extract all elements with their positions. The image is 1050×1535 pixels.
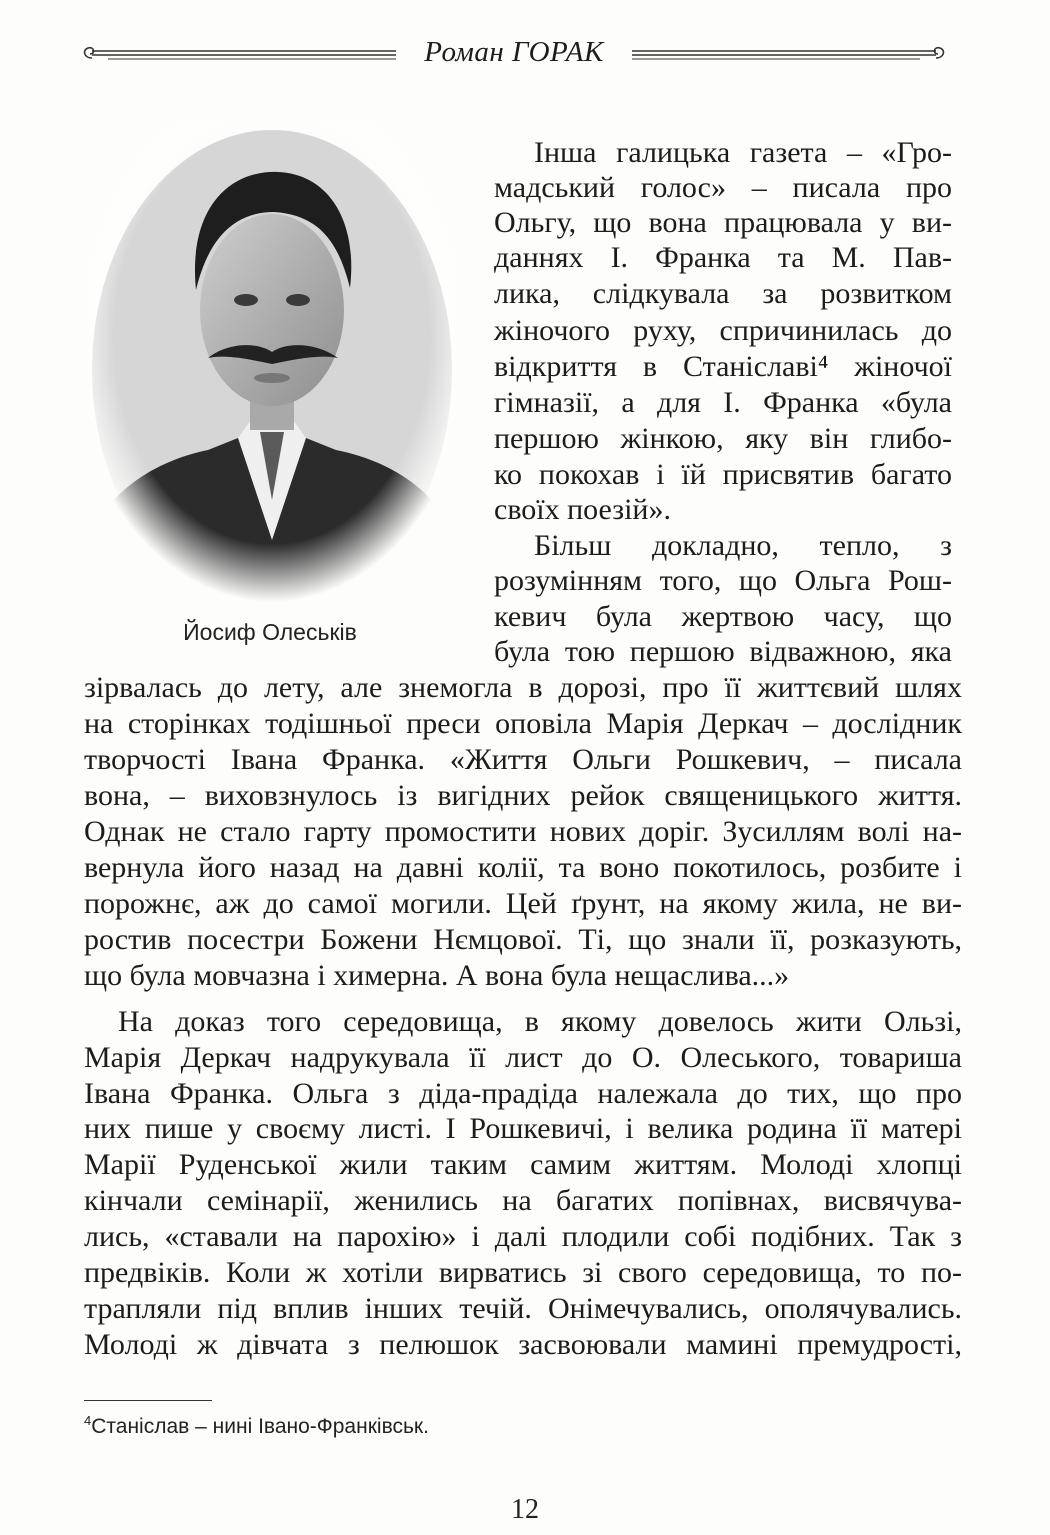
text-line: порожнє, аж до самої могили. Цей ґрунт, на якому жила, не ви- [84,887,962,920]
text-line: Ольгу, що вона працювала у ви- [494,206,952,239]
text-line: Однак не стало гарту промостити нових доріг. Зусиллям волі на- [84,815,962,848]
text-line: ко покохав і їй присвятив багато [494,458,952,491]
text-line: Молоді ж дівчата з пелюшок засвоювали мамині премудрості, [84,1328,962,1361]
text-line: трапляли під вплив інших течій. Онімечувались, ополячувались. [84,1292,962,1325]
header-title: Роман ГОРАК [424,36,604,68]
page-number: 12 [511,1494,539,1525]
text-line: вернула його назад на давні колії, та воно покотилось, розбите і [84,851,962,884]
text-line: зірвалась до лету, але знемогла в дорозі, про її життєвий шлях [84,671,962,704]
text-line: відкриття в Станіславі⁴ жіночої [494,350,952,383]
header-ornament-right [630,40,950,66]
text-line: жіночого руху, спричинилась до [494,314,952,347]
text-line: була тою першою відважною, яка [494,635,952,668]
text-line: Інша галицька газета – «Гро- [534,136,952,169]
text-line: них пише у своєму листі. І Рошкевичі, і велика родина її матері [84,1112,962,1145]
footnote [84,1415,429,1439]
text-line: даннях І. Франка та М. Пав- [494,241,952,274]
text-line: своїх поезій». [494,493,671,526]
text-line: предвіків. Коли ж хотіли вирватись зі свого середовища, то по- [84,1256,962,1289]
text-line: творчості Івана Франка. «Життя Ольги Рошкевич, – писала [84,743,962,776]
text-line: Марія Деркач надрукувала її лист до О. Олеського, товариша [84,1041,962,1074]
text-line: кевич була жертвою часу, що [494,600,952,633]
footnote-text: Станіслав – нині Івано-Франківськ. [91,1415,429,1438]
text-line: на сторінках тодішньої преси оповіла Марія Деркач – дослідник [84,707,962,740]
portrait-photo [88,120,456,602]
text-line: Марії Руденської жили таким самим життям. Молоді хлопці [84,1148,962,1181]
text-line: ростив посестри Божени Нємцової. Ті, що знали її, розказують, [84,923,962,956]
text-line: гімназії, а для І. Франка «була [494,386,952,419]
text-line: що була мовчазна і химерна. А вона була нещаслива...» [84,959,790,992]
text-line: кінчали семінарії, женились на багатих попівнах, висвячува- [84,1184,962,1217]
text-line: На доказ того середовища, в якому довелось жити Ользі, [118,1005,962,1038]
text-line: розумінням того, що Ольга Рош- [494,564,952,597]
footnote-rule [84,1400,212,1401]
photo-caption: Йосиф Олеськів [183,619,357,645]
text-line: вона, – виховзнулось із вигідних рейок священицького життя. [84,779,962,812]
text-line: мадський голос» – писала про [494,171,952,204]
footnote-marker: 4 [84,1413,92,1428]
text-line: лись, «ставали на парохію» і далі плодили собі подібних. Так з [84,1220,962,1253]
text-line: Івана Франка. Ольга з діда-прадіда належала до тих, що про [84,1077,962,1110]
text-line: лика, слідкувала за розвитком [494,277,952,310]
running-header [78,32,950,72]
text-line: Більш докладно, тепло, з [534,529,952,562]
text-line: першою жінкою, яку він глибо- [494,422,952,455]
